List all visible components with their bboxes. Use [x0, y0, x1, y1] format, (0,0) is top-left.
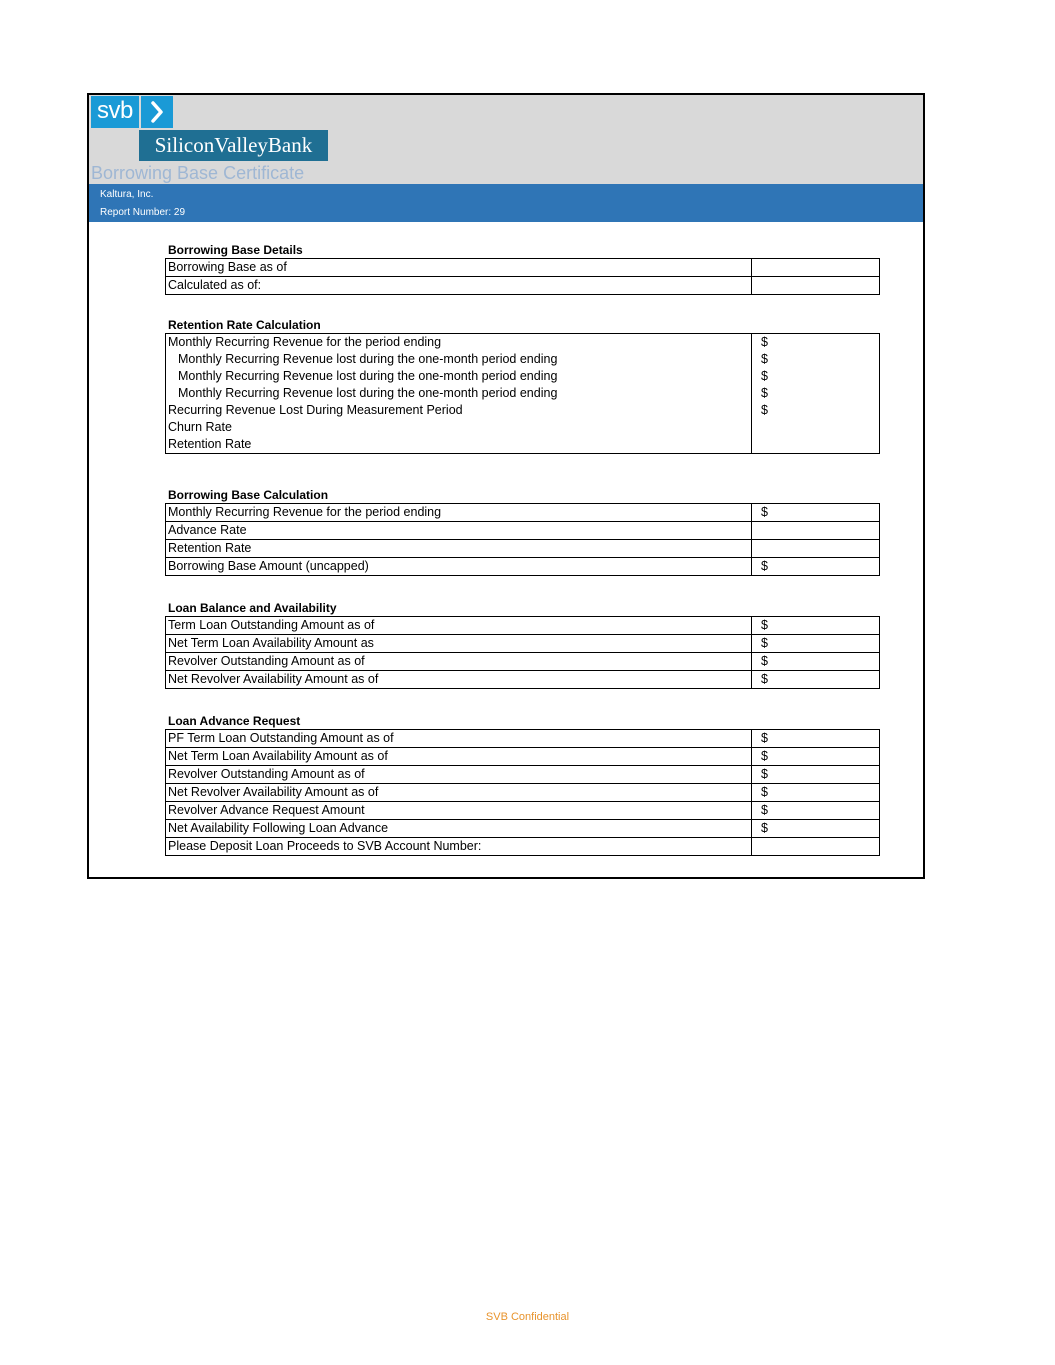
section-title: Loan Advance Request [168, 714, 301, 728]
retention-table [165, 333, 880, 454]
row-label: Churn Rate [166, 419, 752, 436]
row-value: $ [752, 385, 880, 402]
row-value: $ [752, 802, 880, 820]
table-row [166, 820, 880, 838]
row-value: $ [752, 730, 880, 748]
row-value [752, 419, 880, 436]
row-label: Revolver Outstanding Amount as of [166, 653, 752, 671]
row-label: Monthly Recurring Revenue lost during the one-month period ending [166, 368, 752, 385]
row-value [752, 259, 880, 277]
section-title: Retention Rate Calculation [168, 318, 321, 332]
row-label: Monthly Recurring Revenue lost during the one-month period ending [166, 385, 752, 402]
table-row [166, 436, 880, 454]
table-row [166, 334, 880, 352]
header [89, 95, 923, 184]
row-label: Monthly Recurring Revenue lost during the one-month period ending [166, 351, 752, 368]
row-value: $ [752, 671, 880, 689]
row-label: Advance Rate [166, 522, 752, 540]
section-retention [165, 318, 880, 454]
row-value: $ [752, 368, 880, 385]
report-number: Report Number: 29 [100, 207, 186, 218]
company-name: Kaltura, Inc. [100, 189, 154, 200]
certificate-frame [87, 93, 925, 879]
chevron-right-icon [141, 96, 173, 128]
table-row [166, 368, 880, 385]
row-value: $ [752, 766, 880, 784]
bank-name-logo: SiliconValleyBank [139, 130, 328, 161]
section-advance [165, 714, 880, 856]
row-value [752, 540, 880, 558]
details-table [165, 258, 880, 295]
row-label: Monthly Recurring Revenue for the period ending [166, 334, 752, 352]
row-label: Net Term Loan Availability Amount as of [166, 748, 752, 766]
row-label: Net Revolver Availability Amount as of [166, 784, 752, 802]
table-row [166, 351, 880, 368]
row-value: $ [752, 351, 880, 368]
table-row [166, 838, 880, 856]
row-value: $ [752, 635, 880, 653]
table-row [166, 730, 880, 748]
row-value: $ [752, 617, 880, 635]
table-row [166, 522, 880, 540]
row-label: Borrowing Base Amount (uncapped) [166, 558, 752, 576]
table-row [166, 784, 880, 802]
row-value: $ [752, 784, 880, 802]
row-value [752, 277, 880, 295]
table-row [166, 402, 880, 419]
row-label: Revolver Outstanding Amount as of [166, 766, 752, 784]
table-row [166, 259, 880, 277]
table-row [166, 419, 880, 436]
table-row [166, 277, 880, 295]
row-label: Please Deposit Loan Proceeds to SVB Account Number: [166, 838, 752, 856]
table-row [166, 766, 880, 784]
row-label: Revolver Advance Request Amount [166, 802, 752, 820]
row-value [752, 522, 880, 540]
row-value [752, 436, 880, 454]
table-row [166, 558, 880, 576]
row-value: $ [752, 558, 880, 576]
svb-logo [91, 96, 173, 128]
row-label: Recurring Revenue Lost During Measurement Period [166, 402, 752, 419]
row-value: $ [752, 504, 880, 522]
table-row [166, 540, 880, 558]
loan-balance-table [165, 616, 880, 689]
row-value: $ [752, 748, 880, 766]
row-label: Term Loan Outstanding Amount as of [166, 617, 752, 635]
row-label: Net Availability Following Loan Advance [166, 820, 752, 838]
table-row [166, 617, 880, 635]
row-value [752, 838, 880, 856]
row-label: Retention Rate [166, 540, 752, 558]
row-label: Borrowing Base as of [166, 259, 752, 277]
table-row [166, 653, 880, 671]
company-band [89, 184, 923, 222]
section-details [165, 243, 880, 295]
calculation-table [165, 503, 880, 576]
row-label: Net Term Loan Availability Amount as [166, 635, 752, 653]
row-label: Calculated as of: [166, 277, 752, 295]
section-loan-balance [165, 601, 880, 689]
row-label: Monthly Recurring Revenue for the period ending [166, 504, 752, 522]
table-row [166, 504, 880, 522]
table-row [166, 635, 880, 653]
table-row [166, 748, 880, 766]
row-label: PF Term Loan Outstanding Amount as of [166, 730, 752, 748]
section-title: Loan Balance and Availability [168, 601, 337, 615]
row-value: $ [752, 334, 880, 352]
section-title: Borrowing Base Calculation [168, 488, 329, 502]
svb-logo-text: svb [91, 96, 139, 128]
row-value: $ [752, 402, 880, 419]
section-calculation [165, 488, 880, 576]
document-title: Borrowing Base Certificate [91, 163, 305, 183]
row-value: $ [752, 820, 880, 838]
row-value: $ [752, 653, 880, 671]
table-row [166, 385, 880, 402]
advance-table [165, 729, 880, 856]
row-label: Net Revolver Availability Amount as of [166, 671, 752, 689]
row-label: Retention Rate [166, 436, 752, 454]
table-row [166, 802, 880, 820]
confidential-footer: SVB Confidential [485, 1311, 570, 1323]
table-row [166, 671, 880, 689]
section-title: Borrowing Base Details [168, 243, 303, 257]
